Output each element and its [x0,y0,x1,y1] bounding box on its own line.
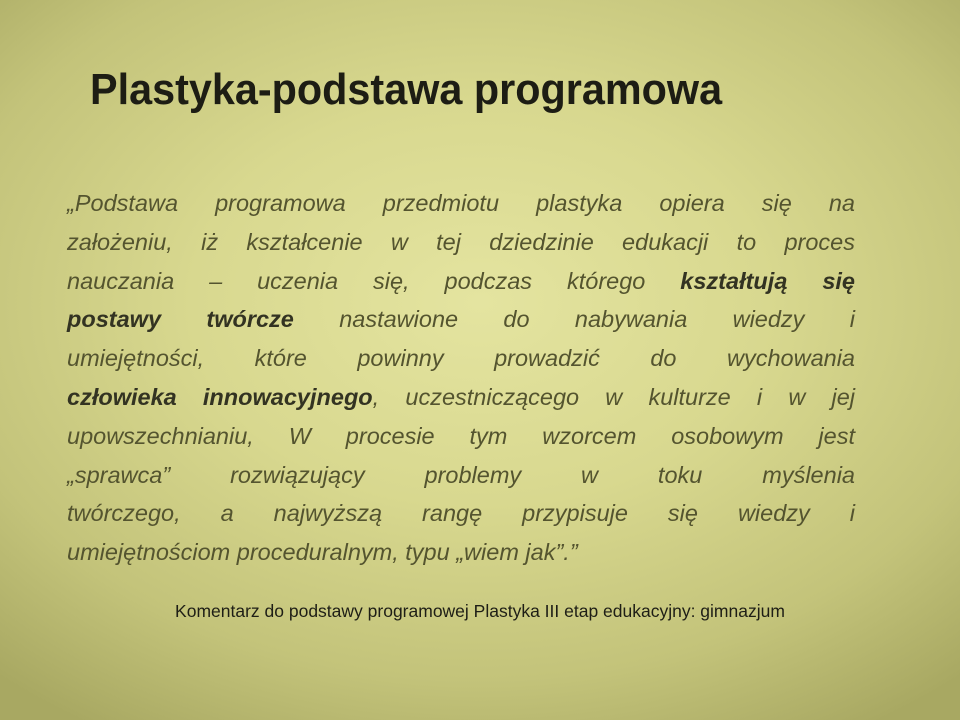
quote-line [67,378,855,417]
emphasized-phrase: człowieka innowacyjnego [67,383,373,410]
quote-text: umiejętności, które powinny prowadzić do wychowania [67,345,855,372]
quote-line [67,417,855,456]
quote-line [67,456,855,495]
quote-line [67,223,855,262]
quote-text: „sprawca” rozwiązujący problemy w toku myślenia [67,461,855,488]
quote-line [67,184,855,223]
quote-paragraph [67,184,855,572]
quote-line [67,262,855,301]
quote-text: upowszechnianiu, W procesie tym wzorcem osobowym jest [67,422,855,449]
quote-line [67,533,855,572]
quote-line [67,300,855,339]
quote-text: „Podstawa programowa przedmiotu plastyka opiera się na [67,190,855,216]
quote-line [67,494,855,533]
quote-text: umiejętnościom proceduralnym, typu „wiem jak”.” [67,539,578,566]
emphasized-phrase: postawy twórcze [67,306,294,333]
quote-text: założeniu, iż kształcenie w tej dziedzinie edukacji to proces [67,228,855,255]
quote-text: twórczego, a najwyższą rangę przypisuje się wiedzy i [67,500,855,527]
source-footnote: Komentarz do podstawy programowej Plastyka III etap edukacyjny: gimnazjum [175,601,785,621]
quote-line [67,339,855,378]
slide-title: Plastyka-podstawa programowa [90,65,723,114]
quote-text: nauczania – uczenia się, podczas którego [67,267,681,294]
emphasized-phrase: kształtują się [680,267,855,294]
quote-text: nastawione do nabywania wiedzy i [293,306,855,333]
quote-text: , uczestniczącego w kulturze i w jej [372,383,855,410]
